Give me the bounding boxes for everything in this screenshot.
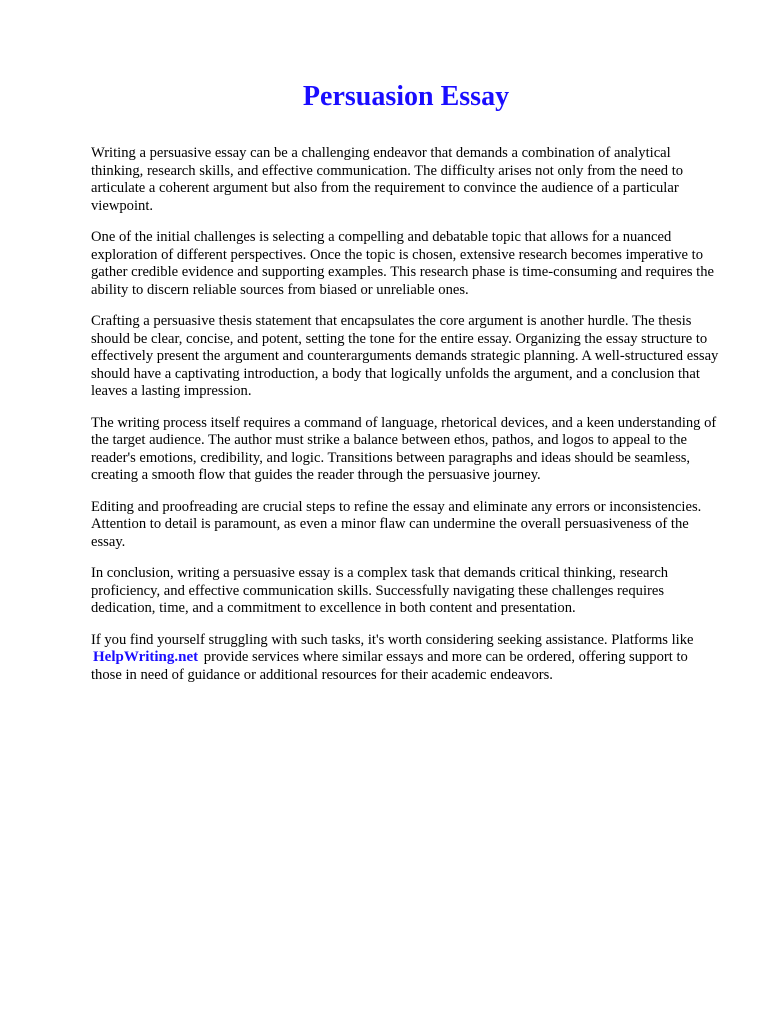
paragraph-5: Editing and proofreading are crucial steps to refine the essay and eliminate any errors or inconsistencies. Attention to detail is paramount, as even a minor flaw can undermine the overall persuasiveness of the essay. (91, 498, 702, 550)
paragraph-6: In conclusion, writing a persuasive essay is a complex task that demands critical thinking, research proficiency, and effective communication skills. Successfully navigating these challenges requires dedication, time, and a commitment to excellence in both content and presentation. (91, 565, 669, 616)
paragraph-3: Crafting a persuasive thesis statement that encapsulates the core argument is another hurdle. The thesis should be clear, concise, and potent, setting the tone for the entire essay. Organizing the essay structure to effectively present the argument and counterarguments demands strategic planning. A well-structured essay should have a captivating introduction, a body that logically unfolds the argument, and a conclusion that leaves a lasting impression. (91, 313, 719, 399)
document-title: Persuasion Essay (302, 81, 510, 112)
paragraph-1: Writing a persuasive essay can be a challenging endeavor that demands a combination of analytical thinking, research skills, and effective communication. The difficulty arises not only from the need to articulate a coherent argument but also from the requirement to convince the audience of a particular viewpoint. (91, 145, 684, 214)
document-body (91, 145, 721, 698)
paragraph-7 (91, 632, 721, 685)
paragraph-2: One of the initial challenges is selecting a compelling and debatable topic that allows for a nuanced exploration of different perspectives. Once the topic is chosen, extensive research becomes imperative to gather credible evidence and supporting examples. This research phase is time-consuming and requires the ability to discern reliable sources from biased or unreliable ones. (91, 229, 714, 298)
paragraph-7-before-link: If you find yourself struggling with such tasks, it's worth considering seeking assistance. Platforms like (91, 631, 694, 648)
helpwriting-link[interactable]: HelpWriting.net (93, 649, 199, 665)
paragraph-7-after-link: provide services where similar essays and more can be ordered, offering support to those in need of guidance or additional resources for their academic endeavors. (91, 649, 688, 683)
paragraph-4: The writing process itself requires a command of language, rhetorical devices, and a keen understanding of the target audience. The author must strike a balance between ethos, pathos, and logos to appeal to the reader's emotions, credibility, and logic. Transitions between paragraphs and ideas should be seamless, creating a smooth flow that guides the reader through the persuasive journey. (91, 414, 717, 483)
